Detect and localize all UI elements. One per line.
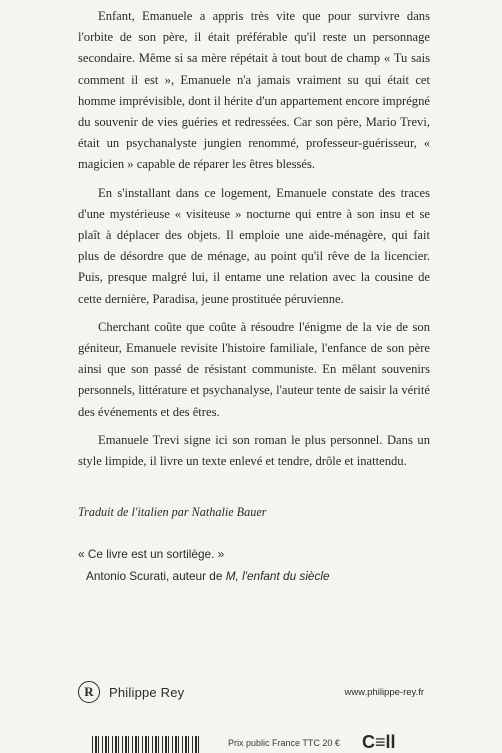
review-quote — [78, 543, 438, 587]
blurb-paragraph-1: Enfant, Emanuele a appris très vite que pour survivre dans l'orbite de son père, il était préférable qu'il reste un personnage secondaire. Même si sa mère répétait à tout bout de champ « Tu sais comment il est », Emanuele n'a jamais vraiment su qui était cet homme imprévisible, dont il hérite d'un appartement encore imprégné du souvenir de vies guéries et redressées. Car son père, Mario Trevi, était un psychanalyste jungien renommé, professeur-guérisseur, « magicien » capable de réparer les êtres blessés. — [78, 9, 430, 172]
quote-book-title: M, l'enfant du siècle — [225, 569, 330, 583]
quote-text: « Ce livre est un sortilège. » — [78, 547, 225, 561]
price-label: Prix public France TTC 20 € — [228, 738, 340, 748]
translator-credit: Traduit de l'italien par Nathalie Bauer — [78, 505, 267, 519]
blurb-paragraph-3: Cherchant coûte que coûte à résoudre l'énigme de la vie de son géniteur, Emanuele revisite l'histoire familiale, l'enfance de son père ainsi que son passé de résistant communiste. En mêlant souvenirs personnels, littérature et psychanalyse, l'auteur tente de saisir la vérité des événements et des êtres. — [78, 319, 430, 419]
publisher-name: Philippe Rey — [109, 684, 185, 700]
blurb-paragraph-2: En s'installant dans ce logement, Emanuele constate des traces d'une mystérieuse « visiteuse » nocturne qui entre à son insu et se plaît à déplacer des objets. Il emploie une aide-ménagère, qui fait plus de désordre que de ménage, au point qu'il rêve de la licencier. Puis, presque malgré lui, il entame une relation avec la cousine de cette dernière, Paradisa, jeune prostituée péruvienne. — [78, 185, 430, 306]
bottom-strip — [0, 732, 502, 753]
publisher-block — [78, 681, 184, 703]
publisher-logo-icon: R — [78, 681, 100, 703]
quote-attribution — [78, 565, 438, 587]
publisher-website: www.philippe-rey.fr — [344, 687, 424, 698]
blurb-paragraph-4: Emanuele Trevi signe ici son roman le plus personnel. Dans un style limpide, il livre un texte enlevé et tendre, drôle et inattendu. — [78, 432, 430, 469]
barcode-icon — [92, 736, 202, 753]
blurb — [78, 6, 430, 479]
quote-author: Antonio Scurati, auteur de — [86, 569, 226, 583]
distributor-logo: C≡ll — [362, 732, 396, 752]
